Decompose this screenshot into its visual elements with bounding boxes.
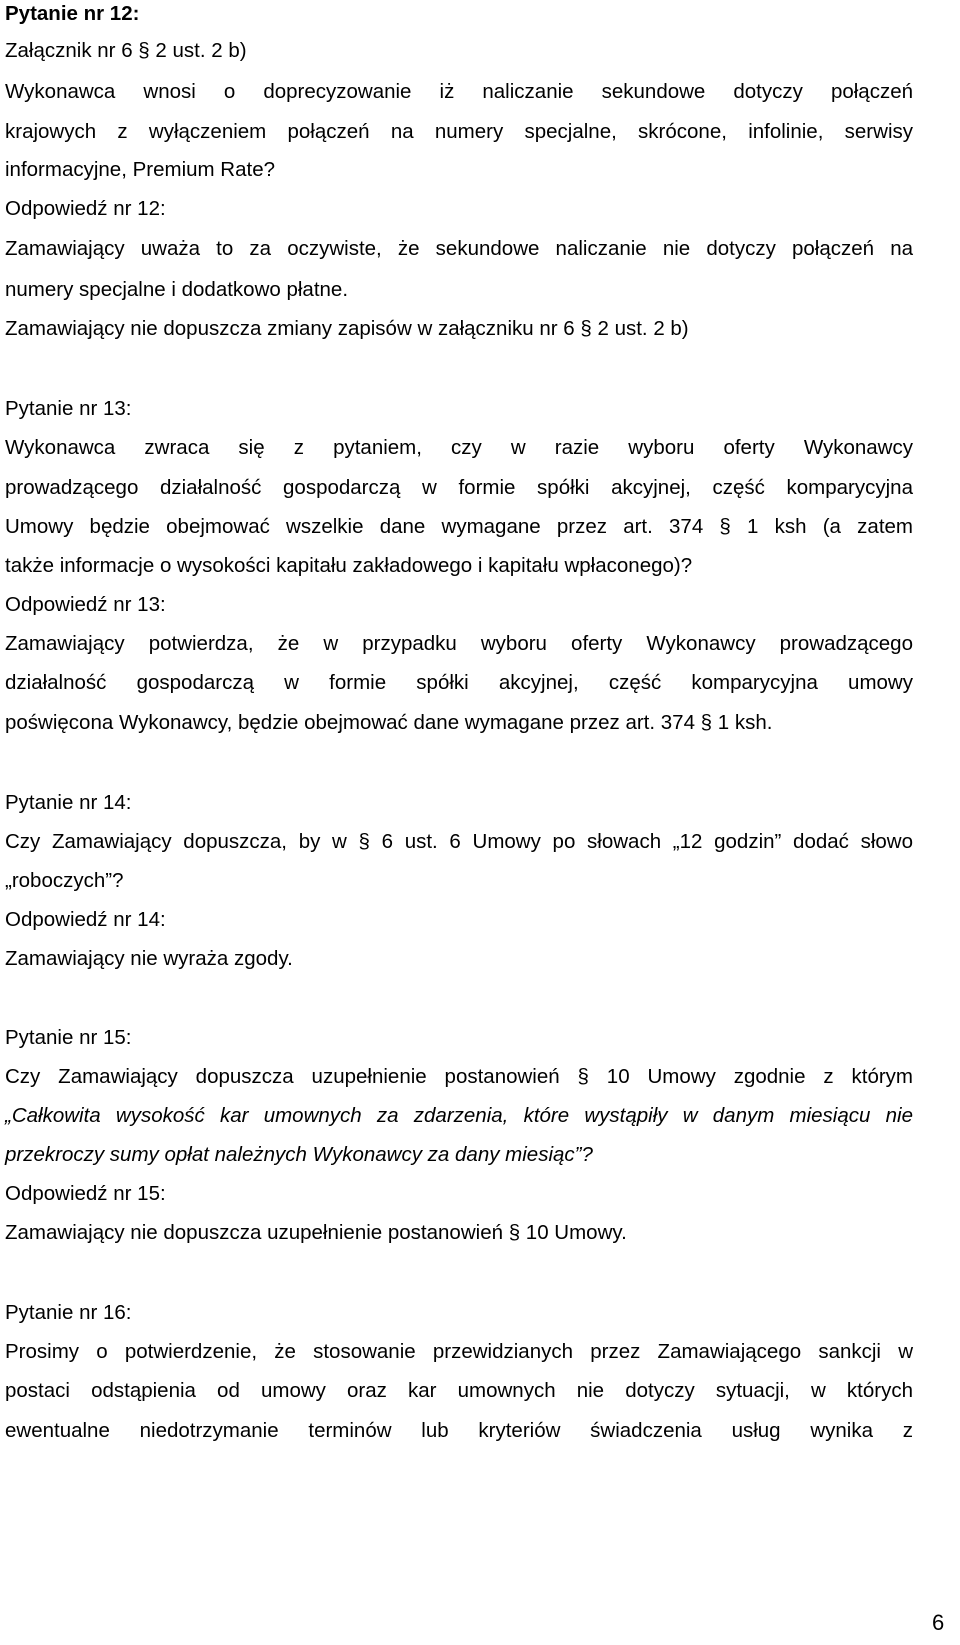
question-text-line: Załącznik nr 6 § 2 ust. 2 b) xyxy=(5,39,247,62)
question-text-line: informacyjne, Premium Rate? xyxy=(5,158,276,181)
page-number: 6 xyxy=(932,1610,945,1635)
answer-text-line: Zamawiający uważa to za oczywiste, że sekundowe naliczanie nie dotyczy połączeń na xyxy=(5,237,913,260)
question-text-line: „roboczych”? xyxy=(5,869,124,892)
answer-heading: Odpowiedź nr 14: xyxy=(5,908,166,931)
question-text-line: ewentualne niedotrzymanie terminów lub kryteriów świadczenia usług wynika z xyxy=(5,1419,913,1442)
answer-heading: Odpowiedź nr 15: xyxy=(5,1182,166,1205)
answer-text-line: działalność gospodarczą w formie spółki akcyjnej, część komparycyjna umowy xyxy=(5,671,913,694)
question-text-line: Czy Zamawiający dopuszcza uzupełnienie postanowień § 10 Umowy zgodnie z którym xyxy=(5,1065,913,1088)
answer-text-line: poświęcona Wykonawcy, będzie obejmować dane wymagane przez art. 374 § 1 ksh. xyxy=(5,711,773,734)
answer-heading: Odpowiedź nr 12: xyxy=(5,197,166,220)
question-text-line: przekroczy sumy opłat należnych Wykonawcy za dany miesiąc”? xyxy=(5,1143,593,1166)
question-text-line: krajowych z wyłączeniem połączeń na numery specjalne, skrócone, infolinie, serwisy xyxy=(5,120,913,143)
answer-text-line: Zamawiający nie dopuszcza uzupełnienie postanowień § 10 Umowy. xyxy=(5,1221,627,1244)
answer-text-line: Zamawiający potwierdza, że w przypadku wyboru oferty Wykonawcy prowadzącego xyxy=(5,632,913,655)
question-heading: Pytanie nr 13: xyxy=(5,397,132,420)
answer-heading: Odpowiedź nr 13: xyxy=(5,593,166,616)
answer-text-line: Zamawiający nie wyraża zgody. xyxy=(5,947,293,970)
answer-text-line: Zamawiający nie dopuszcza zmiany zapisów w załączniku nr 6 § 2 ust. 2 b) xyxy=(5,317,689,340)
question-heading: Pytanie nr 16: xyxy=(5,1301,132,1324)
question-text-line: „Całkowita wysokość kar umownych za zdarzenia, które wystąpiły w danym miesiącu nie xyxy=(5,1104,913,1127)
question-text-line: Umowy będzie obejmować wszelkie dane wymagane przez art. 374 § 1 ksh (a zatem xyxy=(5,515,913,538)
question-text-line: prowadzącego działalność gospodarczą w formie spółki akcyjnej, część komparycyjna xyxy=(5,476,913,499)
question-heading: Pytanie nr 12: xyxy=(5,2,140,25)
question-text-line: Czy Zamawiający dopuszcza, by w § 6 ust. 6 Umowy po słowach „12 godzin” dodać słowo xyxy=(5,830,913,853)
question-text-line: postaci odstąpienia od umowy oraz kar umownych nie dotyczy sytuacji, w których xyxy=(5,1379,913,1402)
question-heading: Pytanie nr 15: xyxy=(5,1026,132,1049)
question-heading: Pytanie nr 14: xyxy=(5,791,132,814)
question-text-line: Wykonawca zwraca się z pytaniem, czy w razie wyboru oferty Wykonawcy xyxy=(5,436,913,459)
answer-text-line: numery specjalne i dodatkowo płatne. xyxy=(5,278,349,301)
question-text-line: Prosimy o potwierdzenie, że stosowanie przewidzianych przez Zamawiającego sankcji w xyxy=(5,1340,913,1363)
question-text-line: Wykonawca wnosi o doprecyzowanie iż naliczanie sekundowe dotyczy połączeń xyxy=(5,80,913,103)
question-text-line: także informacje o wysokości kapitału zakładowego i kapitału wpłaconego)? xyxy=(5,554,693,577)
